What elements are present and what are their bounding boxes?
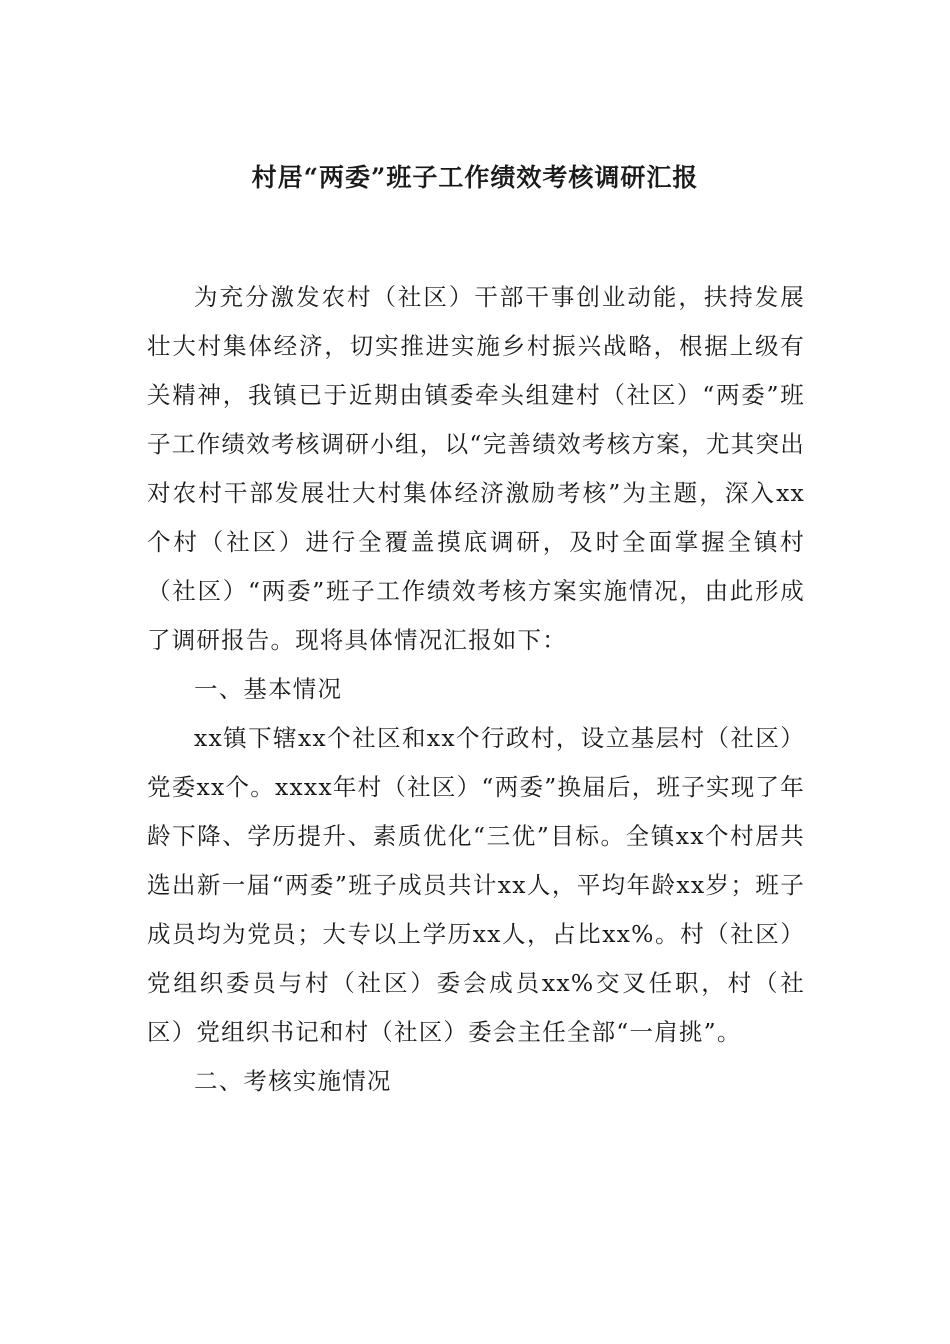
section-heading-basic-situation: 一、基本情况 xyxy=(194,675,343,703)
section-heading-assessment-implementation: 二、考核实施情况 xyxy=(194,1067,392,1095)
document-title: 村居“两委”班子工作绩效考核调研汇报 xyxy=(251,163,699,192)
basic-situation-paragraph: xx镇下辖xx个社区和xx个行政村，设立基层村（社区）党委xx个。xxxx年村（社区）“两委”换届后，班子实现了年龄下降、学历提升、素质优化“三优”目标。全镇xx个村居共选出新一届“两委”班子成员共计xx人，平均年龄xx岁；班子成员均为党员；大专以上学历xx人，占比xx%。村（社区）党组织委员与村（社区）委会成员xx%交叉任职，村（社区）党组织书记和村（社区）委会主任全部“一肩挑”。 xyxy=(147,724,805,1046)
document-body xyxy=(147,273,805,1106)
intro-paragraph: 为充分激发农村（社区）干部干事创业动能，扶持发展壮大村集体经济，切实推进实施乡村振兴战略，根据上级有关精神，我镇已于近期由镇委牵头组建村（社区）“两委”班子工作绩效考核调研小组，以“完善绩效考核方案，尤其突出对农村干部发展壮大村集体经济激励考核”为主题，深入xx个村（社区）进行全覆盖摸底调研，及时全面掌握全镇村（社区）“两委”班子工作绩效考核方案实施情况，由此形成了调研报告。现将具体情况汇报如下： xyxy=(147,283,805,654)
